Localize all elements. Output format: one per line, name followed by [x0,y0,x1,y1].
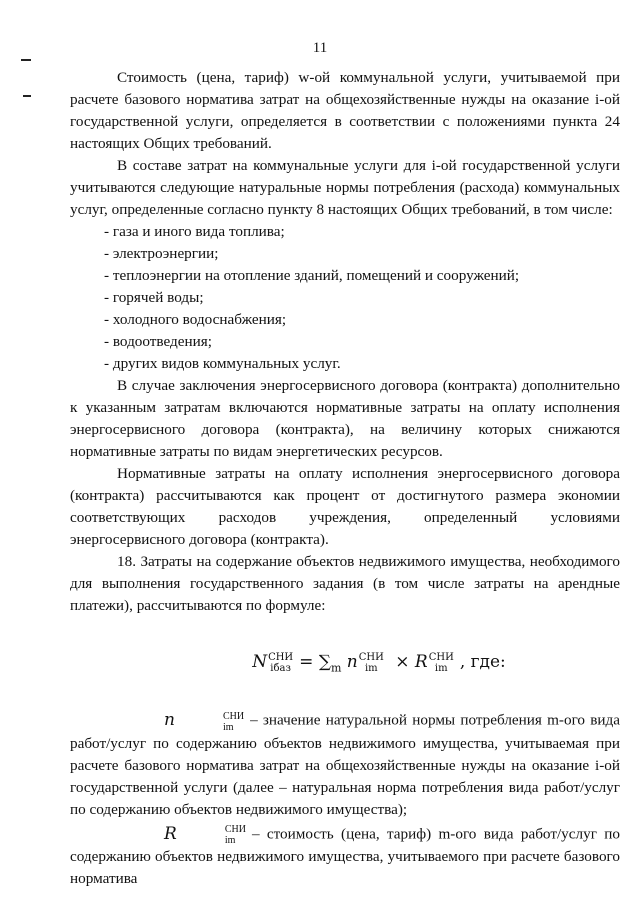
formula [138,651,620,679]
utility-list [70,221,620,375]
symbol-r: R СНИ im [164,823,246,847]
list-item: - электроэнергии; [104,245,219,262]
paragraph-energy-contract-calc: Нормативные затраты на оплату исполнения энергосервисного договора (контракта) рассчитываются как процент от достигнутого размера экономии соответствующих расходов учреждения, определенный условиями энергосервисного договора (контракта). [70,465,620,548]
paragraph-energy-contract: В случае заключения энергосервисного договора (контракта) дополнительно к указанным затратам включаются нормативные затраты на оплату исполнения энергосервисного договора (контракта), на величину которых снижаются нормативные затраты по видам энергетических ресурсов. [70,377,620,460]
formula-equals: = [299,652,314,672]
formula-n: n СНИ im [346,651,384,674]
paragraph-property-costs: 18. Затраты на содержание объектов недвижимого имущества, необходимого для выполнения государственного задания (в том числе затраты на арендные платежи), рассчитываются по формуле: [70,553,620,614]
formula-r: R СНИ im [414,651,454,674]
scan-mark [21,59,31,61]
scan-mark [23,95,31,97]
formula-times: × [395,652,410,672]
paragraph-def-r: R СНИ im – стоимость (цена, тариф) m-ого вида работ/услуг по содержанию объектов недвижимого имущества, учитываемого при расчете базового норматива [70,823,620,888]
paragraph-utility-cost: Стоимость (цена, тариф) w-ой коммунальной услуги, учитываемой при расчете базового норматива затрат на общехозяйственные нужды на оказание i-ой государственной услуги, определяется в соответствии с положениями пункта 24 настоящих Общих требований. [70,69,620,152]
list-item: - теплоэнергии на отопление зданий, помещений и сооружений; [104,267,520,284]
paragraph-def-n: n СНИ im – значение натуральной нормы потребления m-ого вида работ/услуг по содержанию объектов недвижимого имущества, учитываемая при расчете базового норматива затрат на общехозяйственные нужды на оказание i-ой государственной услуги (далее – натуральная норма потребления вида работ/услуг по содержанию объектов недвижимого имущества); [70,710,620,818]
list-item: - холодного водоснабжения; [104,311,287,328]
document-body [70,67,620,890]
page-number: 11 [312,40,328,56]
formula-sum: $\sum_m$ [318,652,342,675]
paragraph-utility-norms: В составе затрат на коммунальные услуги для i-ой государственной услуги учитываются следующие натуральные нормы потребления (расхода) коммунальных услуг, определенные согласно пункту 8 настоящих Общих требований, в том числе: [70,157,620,218]
formula-lhs: N СНИ iбаз [252,651,294,674]
symbol-n: n СНИ im [164,710,245,733]
list-item: - водоотведения; [104,333,212,350]
list-item: - других видов коммунальных услуг. [104,355,341,372]
list-item: - горячей воды; [104,289,204,306]
formula-tail: , где: [459,652,506,672]
list-item: - газа и иного вида топлива; [104,223,285,240]
